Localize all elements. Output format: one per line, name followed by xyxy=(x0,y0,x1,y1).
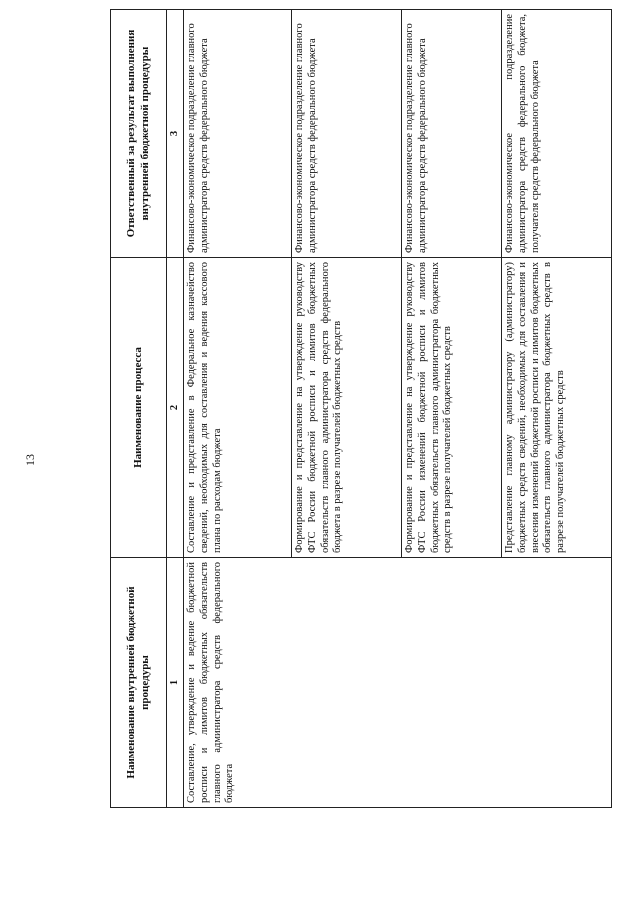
header-responsible: Ответственный за результат выполнения внутренней бюджетной процедуры xyxy=(111,10,167,258)
table-header-row xyxy=(111,10,167,808)
responsible-cell: Финансово-экономическое подразделение администратора средств федерального бюджета, получателя средств федерального бюджета xyxy=(502,10,612,258)
process-cell: Формирование и представление на утверждение руководству ФТС России изменений бюджетной росписи и лимитов бюджетных обязательств главного администратора бюджетных средств в разрезе получателей бюджетных средств xyxy=(402,258,502,558)
responsible-cell: Финансово-экономическое подразделение главного администратора средств федерального бюджета xyxy=(292,10,402,258)
column-number-1: 1 xyxy=(167,558,184,808)
header-procedure: Наименование внутренней бюджетной процедуры xyxy=(111,558,167,808)
process-cell: Формирование и представление на утверждение руководству ФТС России бюджетной росписи и лимитов бюджетных обязательств главного администратора средств федерального бюджета в разрезе получателей бюджетных средств xyxy=(292,258,402,558)
page-number: 13 xyxy=(23,454,37,466)
header-process: Наименование процесса xyxy=(111,258,167,558)
budget-procedures-table xyxy=(110,9,612,808)
column-number-row xyxy=(167,10,184,808)
column-number-2: 2 xyxy=(167,258,184,558)
process-cell: Представление главному администратору (администратору) бюджетных средств сведений, необходимых для составления и внесения изменений бюджетной росписи и лимитов бюджетных обязательств главного администратора бюджетных средств в разрезе получателей бюджетных средств xyxy=(502,258,612,558)
table-container xyxy=(110,10,580,808)
process-cell: Составление и представление в Федеральное казначейство сведений, необходимых для составления и ведения кассового плана по расходам бюджета xyxy=(184,258,292,558)
procedure-name-cell: Составление, утверждение и ведение бюджетной росписи и лимитов бюджетных обязательств главного администратора средств федерального бюджета xyxy=(184,558,612,808)
column-number-3: 3 xyxy=(167,10,184,258)
table-row xyxy=(184,10,292,808)
responsible-cell: Финансово-экономическое подразделение главного администратора средств федерального бюджета xyxy=(402,10,502,258)
responsible-cell: Финансово-экономическое подразделение главного администратора средств федерального бюджета xyxy=(184,10,292,258)
rotated-table-area xyxy=(110,10,580,808)
